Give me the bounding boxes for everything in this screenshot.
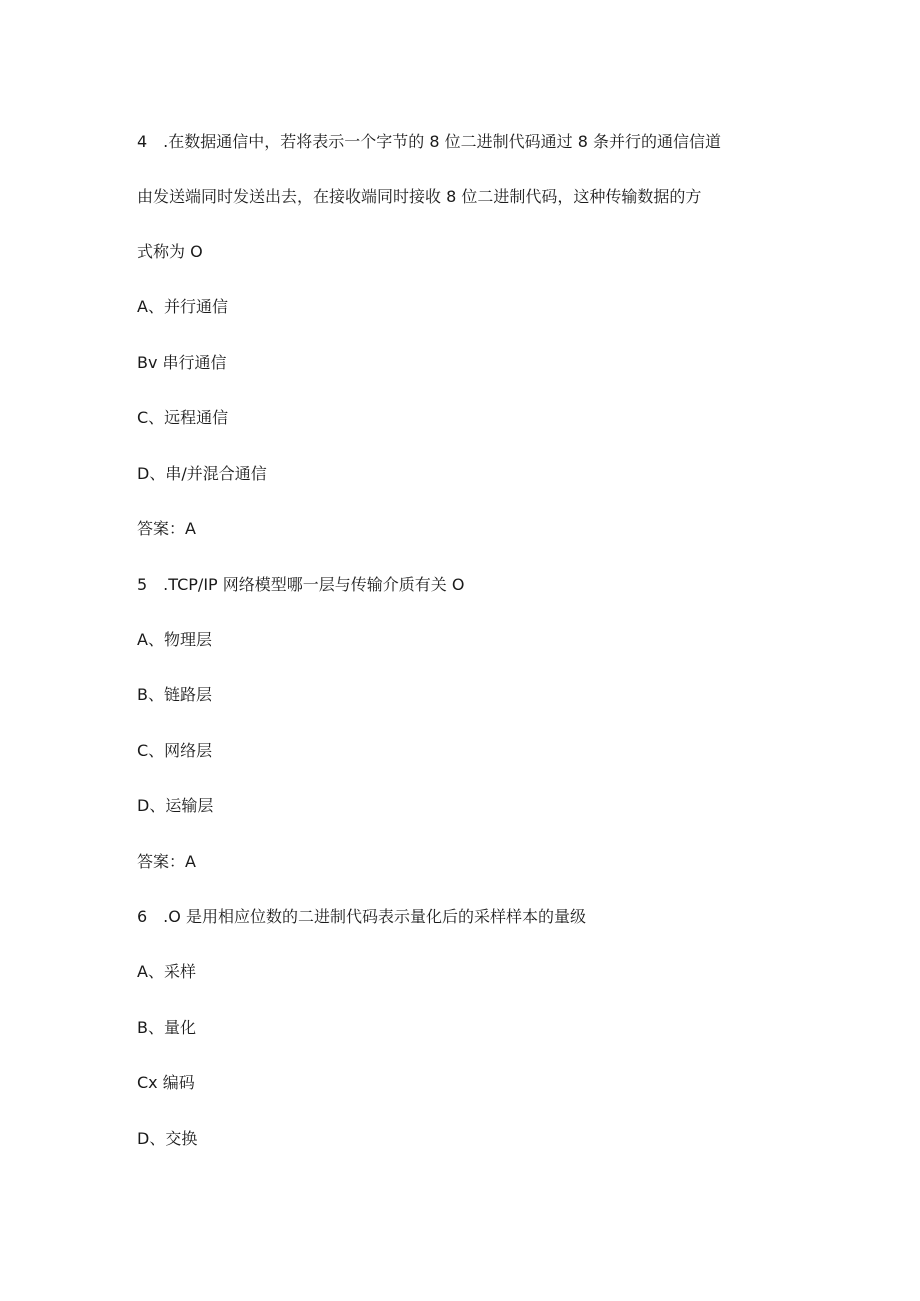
question-6-option-a: A、采样 (137, 962, 196, 981)
question-4-stem-line-3: 式称为 O (137, 242, 203, 261)
question-6-option-d: D、交换 (137, 1129, 198, 1148)
question-4-option-d: D、串/并混合通信 (137, 464, 267, 483)
question-5-option-a: A、物理层 (137, 630, 212, 649)
question-5-option-d: D、运输层 (137, 796, 214, 815)
question-4-answer: 答案：A (137, 519, 196, 538)
question-4-option-b: Bv 串行通信 (137, 353, 227, 372)
question-5-option-c: C、网络层 (137, 741, 213, 760)
question-6-option-c: Cx 编码 (137, 1073, 195, 1092)
question-4-stem-line-2: 由发送端同时发送出去，在接收端同时接收 8 位二进制代码，这种传输数据的方 (137, 187, 702, 206)
question-6-option-b: B、量化 (137, 1018, 196, 1037)
question-5-stem-line-1: 5 .TCP/IP 网络模型哪一层与传输介质有关 O (137, 575, 465, 594)
question-5-answer: 答案：A (137, 852, 196, 871)
question-6-stem-line-1: 6 .O 是用相应位数的二进制代码表示量化后的采样样本的量级 (137, 907, 586, 926)
question-4-option-c: C、远程通信 (137, 408, 229, 427)
question-4-option-a: A、并行通信 (137, 297, 228, 316)
question-4-stem-line-1: 4 .在数据通信中，若将表示一个字节的 8 位二进制代码通过 8 条并行的通信信道 (137, 132, 721, 151)
question-5-option-b: B、链路层 (137, 685, 212, 704)
